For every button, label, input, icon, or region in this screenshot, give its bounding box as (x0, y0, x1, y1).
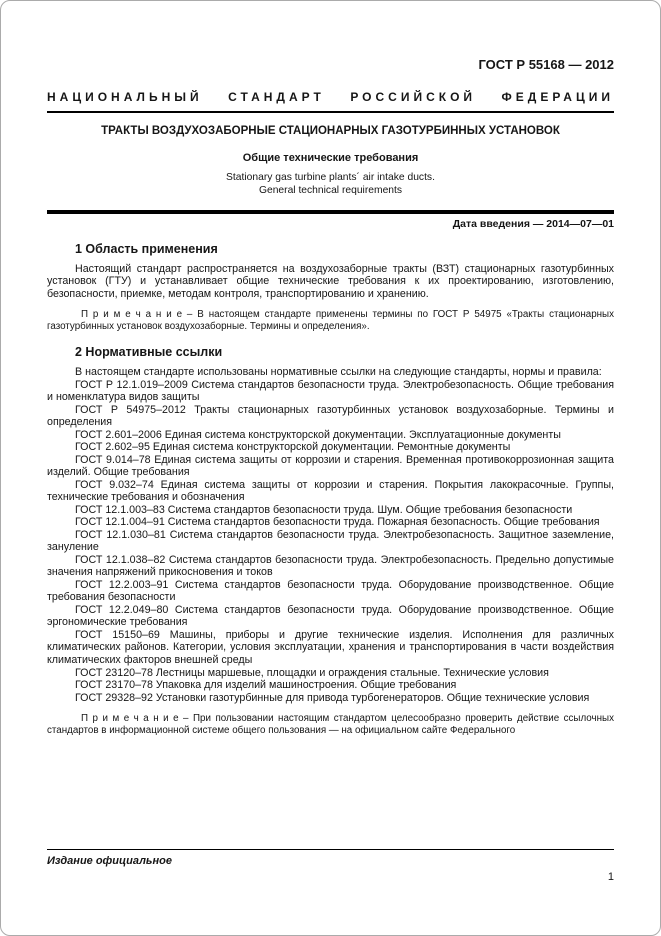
header-divider (47, 111, 614, 113)
footer-divider (47, 849, 614, 850)
reference-item: ГОСТ 12.2.049–80 Система стандартов безопасности труда. Оборудование производственное. Общие эргономические требования (47, 603, 614, 629)
page-footer (47, 849, 614, 883)
effective-date: Дата введения — 2014—07—01 (452, 217, 614, 230)
title-block (47, 125, 614, 198)
document-title-en-line2: General technical requirements (258, 184, 403, 196)
document-title-en-line1: Stationary gas turbine plants´ air intake ducts. (226, 172, 435, 183)
page-number: 1 (607, 871, 614, 883)
section-2-heading: 2 Нормативные ссылки (75, 345, 223, 360)
reference-item: ГОСТ 12.1.038–82 Система стандартов безопасности труда. Электробезопасность. Предельно допустимые значения напряжений прикосновения и токов (47, 553, 614, 579)
reference-item: ГОСТ 2.601–2006 Единая система конструкторской документации. Эксплуатационные документы (75, 428, 561, 441)
section-2-note: П р и м е ч а н и е – При пользовании настоящим стандартом целесообразно проверить действие ссылочных стандартов в информационной системе общего пользования — на официальном сайте Федерального (47, 713, 614, 736)
reference-item: ГОСТ 9.014–78 Единая система защиты от коррозии и старения. Временная противокоррозионная защита изделий. Общие требования (47, 453, 614, 479)
section-1-note: П р и м е ч а н и е – В настоящем стандарте применены термины по ГОСТ Р 54975 «Тракты стационарных газотурбинных установок воздухозаборные. Термины и определения». (47, 309, 614, 333)
section-1-heading: 1 Область применения (75, 241, 218, 256)
reference-item: ГОСТ 23120–78 Лестницы маршевые, площадки и ограждения стальные. Технические условия (75, 666, 549, 679)
reference-item: ГОСТ 15150–69 Машины, приборы и другие технические изделия. Исполнения для различных климатических районов. Категории, условия эксплуатации, хранения и транспортирования в части воздействия климатических факторов внешней среды (47, 628, 614, 666)
standard-type-line: НАЦИОНАЛЬНЫЙ СТАНДАРТ РОССИЙСКОЙ ФЕДЕРАЦИИ (47, 90, 614, 104)
reference-item: ГОСТ 2.602–95 Единая система конструкторской документации. Ремонтные документы (75, 441, 511, 454)
section-2-intro: В настоящем стандарте использованы нормативные ссылки на следующие стандарты, нормы и правила: (75, 366, 602, 379)
reference-item: ГОСТ Р 12.1.019–2009 Система стандартов безопасности труда. Электробезопасность. Общие требования и номенклатура видов защиты (47, 378, 614, 404)
section-1-paragraph: Настоящий стандарт распространяется на воздухозаборные тракты (ВЗТ) стационарных газотурбинных установок (ГТУ) и устанавливает общие технические требования к их проектированию, изготовлению, безопасности, приемке, методам контроля, транспортированию и хранению. (47, 262, 614, 300)
doc-code: ГОСТ Р 55168 — 2012 (478, 57, 614, 72)
reference-item: ГОСТ 12.1.003–83 Система стандартов безопасности труда. Шум. Общие требования безопасности (75, 503, 573, 516)
edition-label: Издание официальное (47, 855, 172, 867)
reference-item: ГОСТ 23170–78 Упаковка для изделий машиностроения. Общие требования (75, 679, 457, 692)
title-divider-thick (47, 210, 614, 214)
reference-item: ГОСТ 12.1.004–91 Система стандартов безопасности труда. Пожарная безопасность. Общие требования (75, 516, 600, 529)
reference-item: ГОСТ 12.2.003–91 Система стандартов безопасности труда. Оборудование производственное. Общие требования безопасности (47, 578, 614, 604)
reference-item: ГОСТ 9.032–74 Единая система защиты от коррозии и старения. Покрытия лакокрасочные. Группы, технические требования и обозначения (47, 478, 614, 504)
document-title: ТРАКТЫ ВОЗДУХОЗАБОРНЫЕ СТАЦИОНАРНЫХ ГАЗОТУРБИННЫХ УСТАНОВОК (101, 125, 560, 137)
references-list (47, 379, 614, 704)
reference-item: ГОСТ 12.1.030–81 Система стандартов безопасности труда. Электробезопасность. Защитное заземление, зануление (47, 528, 614, 554)
reference-item: ГОСТ Р 54975–2012 Тракты стационарных газотурбинных установок воздухозаборные. Термины и определения (47, 403, 614, 429)
document-subtitle: Общие технические требования (242, 152, 419, 164)
reference-item: ГОСТ 29328–92 Установки газотурбинные для привода турбогенераторов. Общие технические условия (75, 691, 590, 704)
